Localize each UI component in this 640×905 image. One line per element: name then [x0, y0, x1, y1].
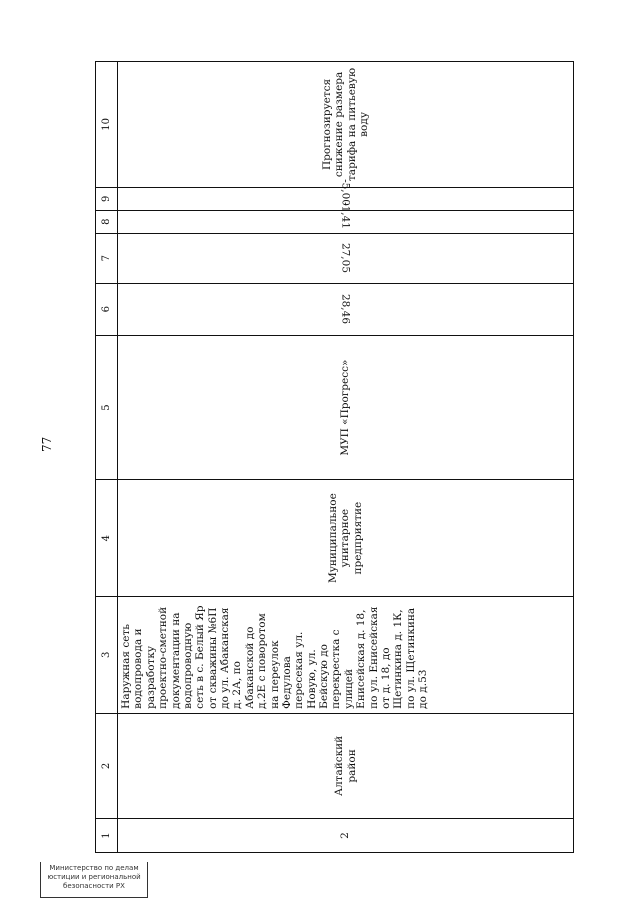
header-row [96, 62, 118, 853]
header-col-6: 6 [96, 283, 118, 335]
stamp-line-1: Министерство по делам [49, 864, 139, 872]
value-col7-cell [118, 233, 574, 283]
organization-cell: МУП «Прогресс» [118, 335, 574, 480]
value-col7: 27,05 [339, 243, 352, 274]
value-col8: -1,41 [339, 201, 352, 229]
header-col-7: 7 [96, 233, 118, 283]
header-col-8: 8 [96, 210, 118, 233]
stamp-line-2: юстиции и региональной [47, 872, 141, 881]
value-col9: -5,00 [339, 178, 352, 206]
tariff-table [95, 61, 574, 853]
table-row [118, 62, 574, 853]
value-col6: 28,46 [339, 294, 352, 325]
district-cell: Алтайский район [118, 713, 574, 818]
page-number: 77 [40, 436, 54, 452]
header-col-4: 4 [96, 480, 118, 596]
row-number-cell: 2 [118, 819, 574, 853]
header-col-3: 3 [96, 596, 118, 713]
registration-stamp [40, 862, 148, 898]
object-description-cell: Наружная сеть водопровода и разработку проектно-сметной документации на водопроводную сеть в с. Белый Яр от скважины №6П до ул. Абаканская д. 2А, по Абаканской до д.2Е с поворотом на переулок Федулова пересекая ул. Новую, ул. Бейскую до перекрестка с улицей Енисейская д. 18, по ул. Енисейская от д. 18, до Щетинкина д. 1К, по ул. Щетинкина до д.53 [118, 596, 574, 713]
note-cell: Прогнозируется снижение размера тарифа на питьевую воду [118, 62, 574, 188]
header-col-9: 9 [96, 187, 118, 210]
header-col-5: 5 [96, 335, 118, 480]
header-col-2: 2 [96, 713, 118, 818]
value-col6-cell [118, 283, 574, 335]
stamp-line-3: безопасности РХ [63, 881, 125, 890]
tariff-table-container [95, 61, 574, 853]
header-col-10: 10 [96, 62, 118, 188]
value-col8-cell [118, 201, 574, 233]
org-form-cell: Муниципальное унитарное предприятие [118, 480, 574, 596]
header-col-1: 1 [96, 819, 118, 853]
